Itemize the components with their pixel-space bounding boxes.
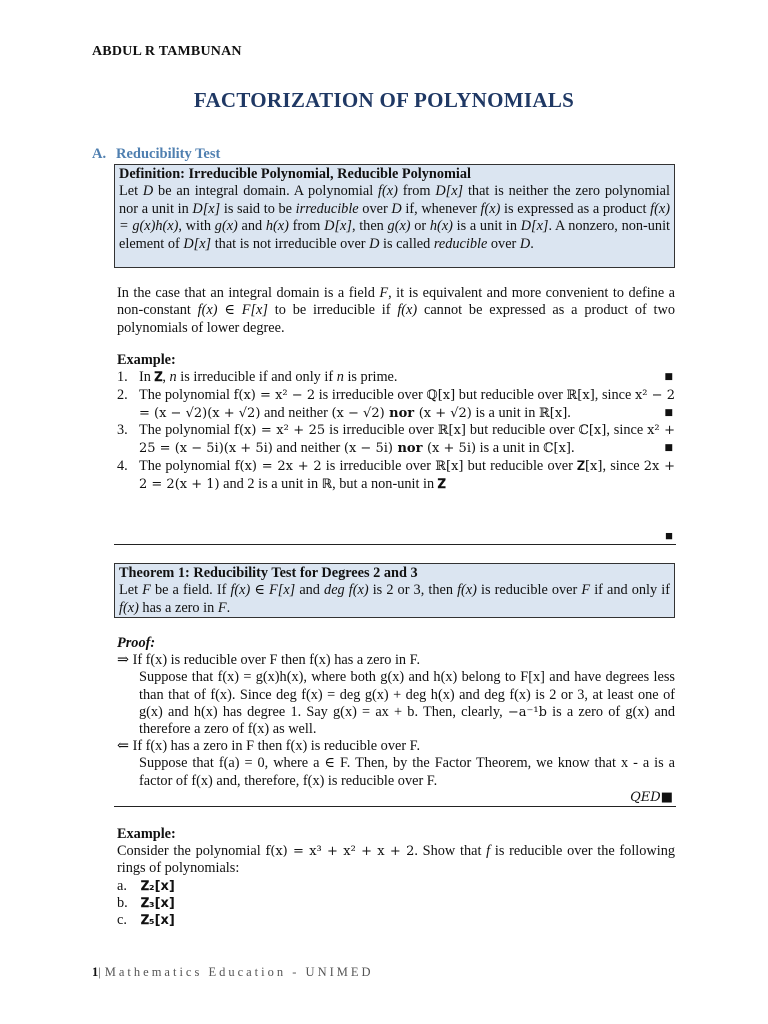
theorem-text: Let F be a field. If f(x) ∈ F[x] and deg f(x) is 2 or 3, then f(x) is reducible over F if and only if f(x) has a zero in F. [119, 582, 670, 616]
example2-text: Consider the polynomial f(x) = x³ + x² + x + 2. Show that f is reducible over the following rings of polynomials: [117, 843, 676, 877]
divider [114, 544, 676, 545]
example2-label: Example: [117, 826, 176, 842]
example-item: 4. The polynomial f(x) = 2x + 2 is irreducible over ℝ[x] but reducible over 𝐙[x], since 2x + 2 = 2(x + 1) and 2 is a unit in ℝ, but a non-unit in 𝐙 [117, 457, 675, 492]
end-mark: ■ [664, 440, 673, 457]
list-item: a. 𝐙₂[x] [117, 878, 175, 894]
example-list [117, 369, 675, 494]
proof-backward-body: Suppose that f(a) = 0, where a ∈ F. Then, by the Factor Theorem, we know that x - a is a factor of f(x) and, therefore, f(x) is reducible over F. [139, 755, 675, 789]
intro-paragraph: In the case that an integral domain is a field F, it is equivalent and more convenient to define a non-constant f(x) ∈ F[x] to be irreducible if f(x) cannot be expressed as a product of two polynomials of lower degree. [117, 285, 676, 336]
definition-text: Let D be an integral domain. A polynomial f(x) from D[x] that is neither the zero polynomial nor a unit in D[x] is said to be irreducible over D if, whenever f(x) is expressed as a product f(x) = g(x)h(x), with g(x) and h(x) from D[x], then g(x) or h(x) is a unit in D[x]. A nonzero, non-unit element of D[x] that is not irreducible over D is called reducible over D. [119, 183, 671, 252]
example-item: 2. The polynomial f(x) = x² − 2 is irreducible over ℚ[x] but reducible over ℝ[x], since x² − 2 = (x − √2)(x + √2) and neither (x − √2) nor (x + √2) is a unit in ℝ[x]. ■ [117, 386, 675, 421]
divider [114, 806, 676, 807]
end-mark: ■ [664, 369, 673, 385]
page-footer [92, 965, 374, 980]
example-item: 3. The polynomial f(x) = x² + 25 is irreducible over ℝ[x] but reducible over ℂ[x], since x² + 25 = (x − 5i)(x + 5i) and neither (x − 5i) nor (x + 5i) is a unit in ℂ[x]. ■ [117, 422, 675, 457]
section-letter: A. [92, 146, 107, 162]
definition-box [114, 164, 675, 268]
end-mark: ■ [665, 528, 673, 543]
end-mark: ■ [664, 404, 673, 421]
proof-label: Proof: [117, 635, 156, 651]
section-title: Reducibility Test [116, 146, 221, 162]
proof-forward-head: ⇒ If f(x) is reducible over F then f(x) has a zero in F. [117, 652, 421, 669]
example-label: Example: [117, 352, 176, 368]
definition-heading: Definition: Irreducible Polynomial, Reducible Polynomial [119, 166, 471, 182]
proof-backward-head: ⇐ If f(x) has a zero in F then f(x) is reducible over F. [117, 738, 421, 755]
qed-mark: QED■ [630, 790, 673, 805]
rings-list [117, 878, 175, 930]
theorem-heading: Theorem 1: Reducibility Test for Degrees 2 and 3 [119, 565, 418, 581]
author-header: ABDUL R TAMBUNAN [92, 44, 242, 59]
section-heading [92, 146, 220, 163]
proof-forward-body: Suppose that f(x) = g(x)h(x), where both g(x) and h(x) belong to F[x] and have degrees less than that of f(x). Since deg f(x) = deg g(x) + deg h(x) and deg f(x) is 2 or 3, at least one of g(x) and h(x) has degree 1. Say g(x) = ax + b. Then, clearly, −a⁻¹b is a zero of g(x) and therefore a zero of f(x) as well. [139, 669, 675, 738]
page-title: FACTORIZATION OF POLYNOMIALS [193, 88, 575, 112]
proof-block [117, 635, 675, 790]
list-item: c. 𝐙₅[x] [117, 912, 175, 929]
page-number: 1 [92, 965, 99, 979]
example-item: 1. In 𝐙, n is irreducible if and only if n is prime. ■ [117, 369, 673, 385]
list-item: b. 𝐙₃[x] [117, 895, 175, 912]
theorem-box [114, 563, 675, 618]
footer-text: Mathematics Education - UNIMED [104, 965, 374, 979]
footer-separator: | [98, 965, 101, 979]
